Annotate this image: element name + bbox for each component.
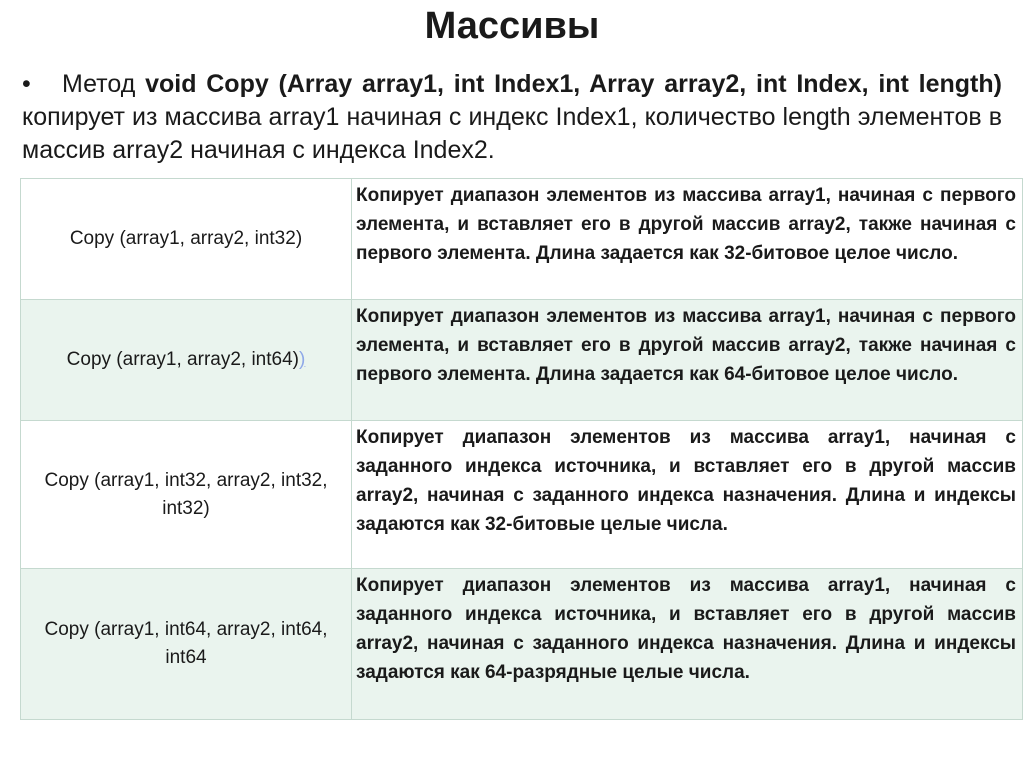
table-row: [21, 421, 1023, 569]
bullet-paragraph: [22, 68, 1002, 167]
slide-title: Массивы: [424, 5, 600, 47]
signature-text: Copy (array1, int32, array2, int32, int32): [44, 469, 328, 519]
signature-text: Copy (array1, array2, int64): [66, 349, 299, 370]
bullet-description: копирует из массива array1 начиная с индекс Index1, количество length элементов в массив array2 начиная с индекса Index2.: [22, 103, 1002, 164]
signature-cell: [21, 569, 352, 720]
table-row: [21, 300, 1023, 421]
description-cell: Копирует диапазон элементов из массива array1, начиная с первого элемента, и вставляет его в другой массив array2, также начиная с первого элемента. Длина задается как 64-битовое целое число.: [352, 300, 1023, 421]
table-row: [21, 179, 1023, 300]
table-row: [21, 569, 1023, 720]
signature-cell: [21, 421, 352, 569]
signature-text: Copy (array1, array2, int32): [69, 228, 303, 249]
copy-methods-table: [20, 178, 1023, 720]
description-cell: Копирует диапазон элементов из массива array1, начиная с первого элемента, и вставляет его в другой массив array2, также начиная с первого элемента. Длина задается как 32-битовое целое число.: [352, 179, 1023, 300]
description-cell: Копирует диапазон элементов из массива array1, начиная с заданного индекса источника, и вставляет его в другой массив array2, начиная с заданного индекса назначения. Длина и индексы задаются как 32-битовые целые числа.: [352, 421, 1023, 569]
bullet-marker: •: [22, 70, 31, 98]
description-cell: Копирует диапазон элементов из массива array1, начиная с заданного индекса источника, и вставляет его в другой массив array2, начиная с заданного индекса назначения. Длина и индексы задаются как 64-разрядные целые числа.: [352, 569, 1023, 720]
signature-cell: [21, 179, 352, 300]
signature-cell: [21, 300, 352, 421]
signature-text: Copy (array1, int64, array2, int64, int64: [44, 619, 328, 668]
signature-link[interactable]: ): [299, 349, 306, 370]
bullet-prefix: Метод: [62, 70, 146, 98]
method-signature: void Copy (Array array1, int Index1, Array array2, int Index, int length): [145, 70, 1002, 98]
